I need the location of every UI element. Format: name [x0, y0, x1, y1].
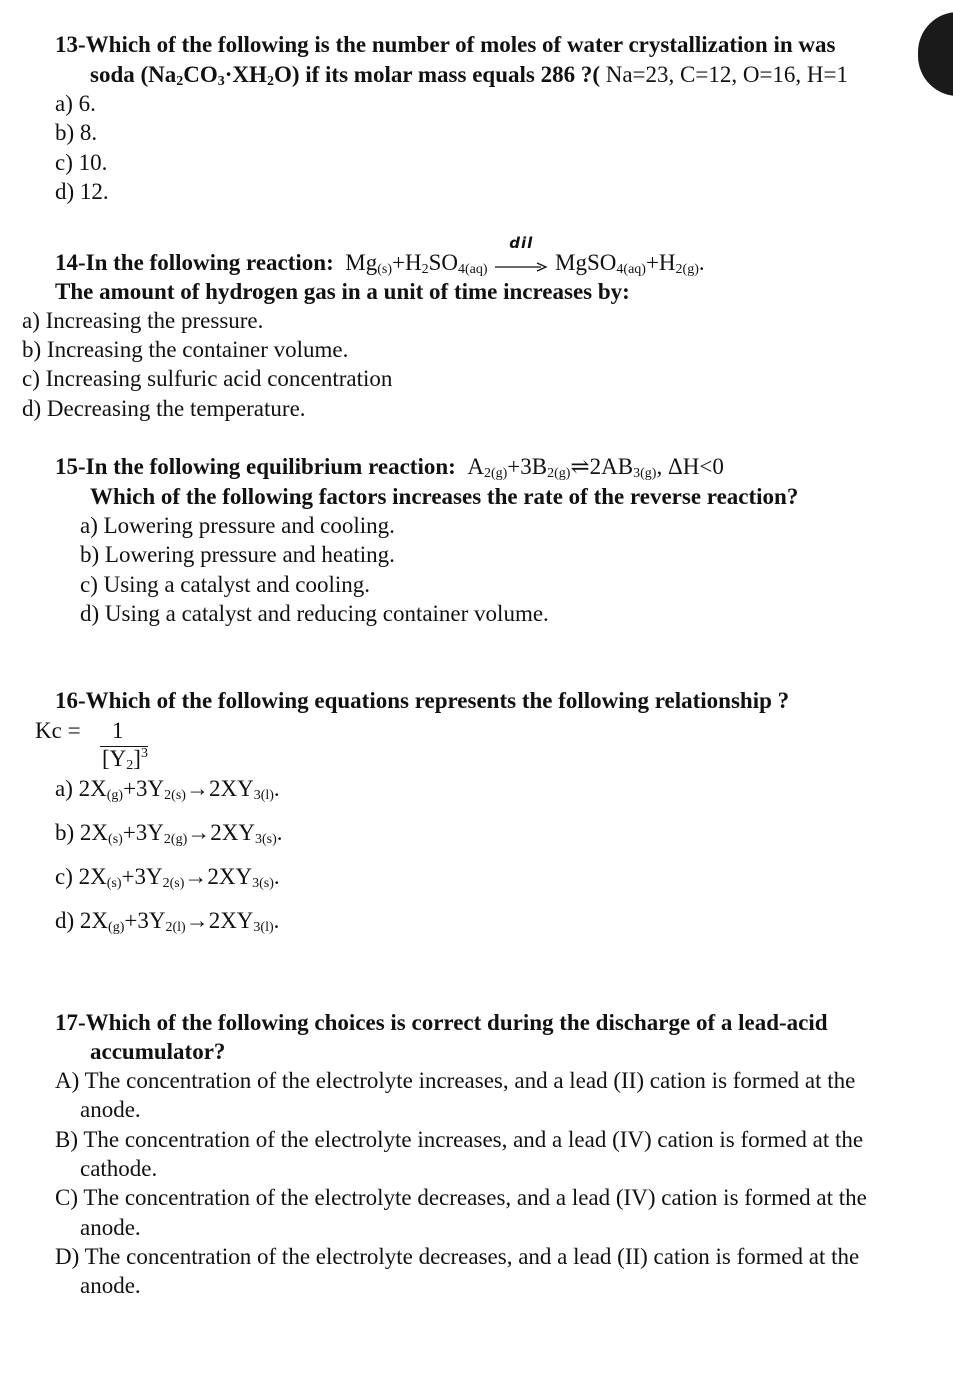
q17-option-b-cont: cathode. [80, 1156, 158, 1181]
q15-option-d[interactable]: d) Using a catalyst and reducing container volume. [80, 601, 549, 626]
q14-stem-line1 [55, 233, 705, 277]
q15-stem-prefix: 15-In the following equilibrium reaction: [55, 454, 456, 479]
q17-stem-line1: 17-Which of the following choices is correct during the discharge of a lead-acid [55, 1010, 828, 1035]
q14-option-d[interactable]: d) Decreasing the temperature. [22, 396, 306, 421]
q16-kc-label: Kc = [35, 718, 81, 743]
q17-option-a[interactable]: A) The concentration of the electrolyte increases, and a lead (II) cation is formed at the [55, 1068, 856, 1093]
q13-option-a[interactable]: a) 6. [55, 91, 96, 116]
q13-stem-line2 [90, 60, 848, 89]
q17-option-b[interactable]: B) The concentration of the electrolyte increases, and a lead (IV) cation is formed at the [55, 1127, 864, 1152]
q17-option-d[interactable]: D) The concentration of the electrolyte decreases, and a lead (II) cation is formed at the [55, 1244, 860, 1269]
q15-stem-line1 [55, 452, 724, 481]
q15-stem-line2: Which of the following factors increases the rate of the reverse reaction? [90, 484, 799, 509]
q16-option-c[interactable]: c) $2X_{(s)}+3Y_{2(s)}\to 2XY_{3(s)}$. [55, 864, 280, 891]
q15-option-a[interactable]: a) Lowering pressure and cooling. [80, 513, 395, 538]
q13-option-d[interactable]: d) 12. [55, 179, 109, 204]
q14-option-b[interactable]: b) Increasing the container volume. [22, 337, 349, 362]
q17-option-c[interactable]: C) The concentration of the electrolyte decreases, and a lead (IV) cation is formed at the [55, 1185, 867, 1210]
q17-option-d-cont: anode. [80, 1273, 141, 1298]
q16-option-b[interactable]: b) $2X_{(s)}+3Y_{2(g)}\to 2XY_{3(s)}$. [55, 820, 283, 847]
q16-stem: 16-Which of the following equations represents the following relationship ? [55, 688, 790, 713]
page-corner-shadow [918, 12, 953, 96]
q13-option-c[interactable]: c) 10. [55, 150, 108, 175]
q16-option-d[interactable]: d) $2X_{(g)}+3Y_{2(l)}\to 2XY_{3(l)}$. [55, 908, 280, 935]
q13-stem-line1: 13-Which of the following is the number of moles of water crystallization in was [55, 32, 836, 57]
q14-stem-prefix: 14-In the following reaction: [55, 250, 334, 275]
q13-formula: soda $(Na_2CO_3\cdot XH_2O)$ if its molar mass equals 286 ?( [90, 62, 600, 89]
q14-option-c[interactable]: c) Increasing sulfuric acid concentration [22, 366, 393, 391]
right-arrow-icon [493, 257, 549, 277]
q15-option-c[interactable]: c) Using a catalyst and cooling. [80, 572, 370, 597]
q14-reaction-arrow [493, 233, 549, 275]
q16-option-a[interactable]: a) $2X_{(g)}+3Y_{2(s)}\to 2XY_{3(l)}$. [55, 776, 280, 803]
q16-kc-denominator: $[Y_2]^3$ [102, 746, 148, 773]
q15-equation: $A_{2(g)}+3B_{2(g)}\rightleftharpoons 2AB_{3(g)}$, ΔH<0 [467, 454, 724, 481]
q17-stem-line2: accumulator? [90, 1039, 226, 1064]
q14-stem-line2: The amount of hydrogen gas in a unit of time increases by: [55, 279, 630, 304]
q14-equation: $Mg_{(s)}+H_2SO_{4(aq)}$ dil $MgSO_{4(aq)}+H_{2(g)}$. [345, 250, 704, 275]
q13-atomic-masses: Na=23, C=12, O=16, H=1 [599, 62, 848, 87]
q14-arrow-label: dil [509, 233, 534, 252]
q13-option-b[interactable]: b) 8. [55, 120, 98, 145]
q17-option-c-cont: anode. [80, 1215, 141, 1240]
q17-option-a-cont: anode. [80, 1097, 141, 1122]
q14-option-a[interactable]: a) Increasing the pressure. [22, 308, 264, 333]
q15-option-b[interactable]: b) Lowering pressure and heating. [80, 542, 395, 567]
q16-kc-numerator: 1 [112, 718, 124, 743]
